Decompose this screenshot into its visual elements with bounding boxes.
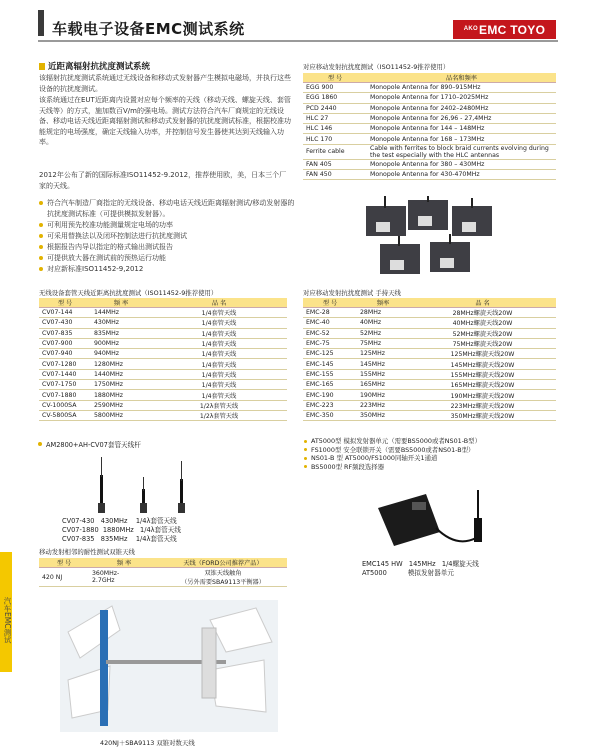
column-header: 品名和频率 [367,73,556,83]
intro-paragraph: 该辐射抗扰度测试系统通过无线设备和移动式发射器产生模拟电磁场，并执行这些设备的抗扰度测试。 [39,74,291,93]
column-header: 频率 [357,298,409,308]
table-cell: 75MHz螺旋天线20W [409,338,556,348]
table-row [39,328,287,338]
table-cell: Monopole Antenna for 1710–2025MHz [367,93,556,103]
table-cell: 双锥天线触角 （另外需要SBA9113平衡器） [159,568,287,587]
table-cell: 2590MHz [91,400,151,410]
table-row [39,318,287,328]
table-cell: 52MHz [357,328,409,338]
table-header-row [303,298,556,308]
table-cell: Monopole Antenna for 26,96 - 27,4MHz [367,113,556,123]
table-cell: 223MHz [357,400,409,410]
table-cell: EMC-145 [303,359,357,369]
table-cell: 190MHz [357,390,409,400]
mono-table-caption: 对应移动发射抗扰度测试（ISO11452-9推荐使用） [303,63,450,71]
table-cell: EMC-52 [303,328,357,338]
table-row [303,369,556,379]
emc145-antenna-photo [376,488,526,560]
table-cell: 1/4套管天线 [151,359,287,369]
feature-item: 可采用替换法以及闭环控制法进行抗扰度测试 [37,231,295,242]
table-cell: 165MHz螺旋天线20W [409,380,556,390]
table-cell: CV07-835 [39,328,91,338]
table-row [303,380,556,390]
table-cell: 1/4套管天线 [151,369,287,379]
bottom-caption: 420NJ＋SBA9113 双锥对数天线 [100,739,195,747]
table-cell: 430MHz [91,318,151,328]
accessory-item: AT5000型 模拟发射器单元（需要BS5000或者NS01-B型） [303,437,481,446]
dual-cone-table [39,558,287,587]
table-cell: EMC-75 [303,338,357,348]
table-cell: 125MHz [357,349,409,359]
table-cell: 835MHz [91,328,151,338]
table-cell: 28MHz [357,308,409,318]
table-cell: 360MHz- 2.7GHz [89,568,159,587]
monopole-antenna-photo [360,196,500,288]
table-header-row [39,558,287,568]
table-cell: Monopole Antenna for 380 – 430MHz [367,159,556,169]
table-row [303,83,556,93]
table-row [303,159,556,169]
table-cell: Cable with ferrites to block braid currents evolving during the test especially with the HLC antennas [367,144,556,159]
table-cell: CV07-1280 [39,359,91,369]
table-row [39,349,287,359]
table-cell: 1/4套管天线 [151,349,287,359]
table-row [303,170,556,180]
iso-note-paragraph: 2012年公布了新的国际标准ISO11452-9.2012，推荐使用欧，美，日本三个厂家的天线。 [39,171,287,190]
table-cell: 1440MHz [91,369,151,379]
table-cell: 40MHz [357,318,409,328]
table-cell: Monopole Antenna for 144 – 148MHz [367,124,556,134]
table-cell: 1880MHz [91,390,151,400]
table-cell: 1/4套管天线 [151,308,287,318]
column-header: 型 号 [39,558,89,568]
table-cell: Monopole Antenna for 168 – 173MHz [367,134,556,144]
table-cell: CV07-430 [39,318,91,328]
table-cell: Monopole Antenna for 890–915MHz [367,83,556,93]
table-row [303,328,556,338]
table-row [303,338,556,348]
table-cell: EMC-125 [303,349,357,359]
table-cell: 145MHz [357,359,409,369]
helix-accessory-list [303,437,481,471]
logo-prefix: AKO [463,26,479,32]
table-cell: 900MHz [91,338,151,348]
sleeve-antenna-legend: CV07-430 430MHz 1/4λ套管天线 CV07-1880 1880MHz 1/4λ套管天线 CV07-835 835MHz 1/4λ套管天线 [62,517,181,543]
table-cell: HLC 170 [303,134,367,144]
square-bullet-icon [39,63,45,70]
dual-table-caption: 移动发射相邻的耐性测试双锥天线 [39,548,135,556]
table-row [39,359,287,369]
logo-text: EMC TOYO [479,23,546,37]
table-row [39,568,287,587]
helix-antenna-table [303,298,556,421]
table-row [303,93,556,103]
header-accent-bar [38,10,44,36]
table-cell: 420 NJ [39,568,89,587]
table-cell: 1/4套管天线 [151,328,287,338]
table-cell: FAN 450 [303,170,367,180]
column-header: 型 号 [39,298,91,308]
table-cell: 144MHz [91,308,151,318]
monopole-antenna-table [303,73,556,180]
table-cell: CV-1000SA [39,400,91,410]
table-cell: 350MHz [357,410,409,420]
table-cell: 1/4套管天线 [151,338,287,348]
table-cell: 52MHz螺旋天线20W [409,328,556,338]
table-row [39,390,287,400]
table-cell: Monopole Antenna for 2402–2480MHz [367,103,556,113]
table-cell: 155MHz螺旋天线20W [409,369,556,379]
table-cell: 145MHz螺旋天线20W [409,359,556,369]
table-cell: CV07-1750 [39,380,91,390]
table-cell: 40MHz螺旋天线20W [409,318,556,328]
table-row [39,338,287,348]
table-row [303,349,556,359]
feature-item: 对应新标准ISO11452-9,2012 [37,264,295,275]
feature-item: 根据报告内导以指定的格式输出测试报告 [37,242,295,253]
sleeve-antenna-photo [70,455,220,517]
table-cell: EMC-350 [303,410,357,420]
accessory-item: NS01-B 型 AT5000/FS1000同轴开关1通道 [303,454,481,463]
sidebar-label: 汽车EMC测试 [3,597,12,644]
accessory-item: BS5000型 RF频段选择器 [303,463,481,472]
table-row [39,400,287,410]
table-cell: 125MHz螺旋天线20W [409,349,556,359]
header-divider [38,40,558,42]
table-row [303,410,556,420]
table-cell: CV07-940 [39,349,91,359]
brand-logo [453,20,556,39]
section-heading [39,60,150,72]
table-row [39,380,287,390]
am-antenna-line [38,439,141,449]
column-header: 天线（FORD公司推荐产品） [159,558,287,568]
table-cell: 5800MHz [91,410,151,420]
description-paragraph: 该系统通过在EUT近距离内设置对应每个频率的天线（移动天线、螺旋天线、套管天线等）的方式，施加数百V/m的强电场。测试方法符合汽车厂商规定的无线设备、移动电话天线近距离辐射测试和移动式发射器的抗扰度测试标准，根据校准功能规定的电场强度，确定天线输入功率，并控制信号发生器使其达到天线输入功率。 [39,96,291,146]
table-cell: 1/2λ套管天线 [151,400,287,410]
sleeve-antenna-table [39,298,287,421]
sleeve-table-caption: 无线设备套管天线近距离抗扰度测试（ISO11452-9推荐使用） [39,289,218,297]
table-row [303,134,556,144]
table-cell: EMC-155 [303,369,357,379]
table-cell: 190MHz螺旋天线20W [409,390,556,400]
table-body [303,83,556,180]
table-row [303,318,556,328]
feature-item: 可提供放大器在测试前的预热运行功能 [37,253,295,264]
table-cell: EMC-28 [303,308,357,318]
table-body [303,308,556,421]
table-cell: PCD 2440 [303,103,367,113]
table-row [303,124,556,134]
table-cell: 1/4套管天线 [151,390,287,400]
table-body [39,568,287,587]
table-row [39,369,287,379]
page-title: 车载电子设备EMC测试系统 [52,20,245,38]
table-row [303,390,556,400]
table-cell: CV07-1880 [39,390,91,400]
table-cell: 1/4套管天线 [151,318,287,328]
bullet-dot-icon [38,442,42,446]
table-cell: EMC-190 [303,390,357,400]
table-cell: 28MHz螺旋天线20W [409,308,556,318]
helix-table-caption: 对应移动发射抗扰度测试 手持天线 [303,289,401,297]
table-cell: EGG 900 [303,83,367,93]
table-cell: CV07-1440 [39,369,91,379]
column-header: 品 名 [409,298,556,308]
table-cell: CV07-900 [39,338,91,348]
table-cell: EGG 1860 [303,93,367,103]
table-header-row [39,298,287,308]
column-header: 型 号 [303,298,357,308]
feature-list [37,198,295,275]
accessory-item: FS1000型 安全联锁开关（需要BS5000或者NS01-B型） [303,446,481,455]
table-body [39,308,287,421]
feature-item: 符合汽车制造厂商指定的无线设备、移动电话天线近距离辐射测试/移动发射器的抗扰度测试标准（可提供模拟发射器）。 [37,198,295,220]
column-header: 型 号 [303,73,367,83]
table-cell: Ferrite cable [303,144,367,159]
column-header: 品 名 [151,298,287,308]
table-row [39,308,287,318]
column-header: 频 率 [91,298,151,308]
table-row [303,113,556,123]
table-cell: 1280MHz [91,359,151,369]
table-cell: CV07-144 [39,308,91,318]
table-cell: 165MHz [357,380,409,390]
am-antenna-text: AM2800+AH-CV07套管天线杆 [46,441,141,449]
table-row [303,103,556,113]
feature-item: 可利用预先校准功能测量规定电场的功率 [37,220,295,231]
table-cell: 1750MHz [91,380,151,390]
table-row [39,410,287,420]
emc145-legend: EMC145 HW 145MHz 1/4螺旋天线 AT5000 模拟发射器单元 [362,560,479,577]
table-row [303,400,556,410]
table-cell: EMC-40 [303,318,357,328]
table-cell: 155MHz [357,369,409,379]
table-cell: EMC-165 [303,380,357,390]
table-cell: HLC 146 [303,124,367,134]
table-row [303,144,556,159]
table-cell: Monopole Antenna for 430-470MHz [367,170,556,180]
table-cell: 1/2λ套管天线 [151,410,287,420]
section-heading-text: 近距离辐射抗扰度测试系统 [48,62,151,72]
dual-cone-antenna-photo [60,600,278,732]
table-header-row [303,73,556,83]
table-cell: 223MHz螺旋天线20W [409,400,556,410]
table-row [303,359,556,369]
table-cell: 350MHz螺旋天线20W [409,410,556,420]
column-header: 频 率 [89,558,159,568]
table-cell: 1/4套管天线 [151,380,287,390]
table-cell: HLC 27 [303,113,367,123]
table-cell: EMC-223 [303,400,357,410]
table-cell: FAN 405 [303,159,367,169]
table-cell: 75MHz [357,338,409,348]
table-row [303,308,556,318]
table-cell: CV-5800SA [39,410,91,420]
table-cell: 940MHz [91,349,151,359]
